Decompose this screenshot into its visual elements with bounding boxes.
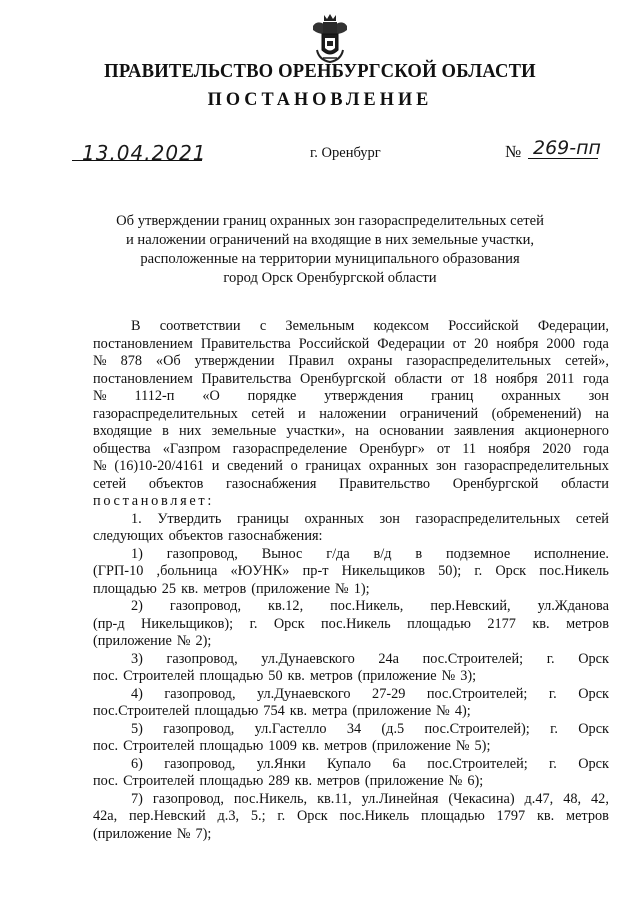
body-word: Федерации [377,335,445,352]
body-word: 18 [472,370,487,387]
body-word: охранных [501,388,561,404]
body-word: Правительства [200,335,291,352]
body-word: площадью [199,668,264,684]
body-line [93,721,609,739]
body-word: общества [93,440,151,457]
body-word: пер.Невский, [430,598,511,614]
body-word: 2011 [546,370,575,387]
body-word: (обременений) [491,405,582,422]
body-line [93,563,609,581]
body-word: газораспределительных [406,353,552,369]
body-word: (приложение [357,668,437,684]
body-word: пос.Строителей; [427,755,528,772]
body-word: 7); [195,825,212,842]
body-word: 42а, [93,808,118,824]
body-word: пос.Никель [321,615,391,632]
body-line [93,686,609,704]
body-word: на [595,405,609,422]
body-word: д.3, [217,808,240,824]
body-word: подземное [445,545,511,562]
body-line [93,546,609,564]
body-word: (пр-д [93,615,125,632]
body-word: № [93,458,107,474]
body-word: газораспределительных [464,458,609,474]
body-word: Купало [327,755,372,772]
body-word: ноября [488,440,531,457]
body-word: пос.Никель [539,563,609,579]
body-word: соответствии [159,318,241,334]
body-word: в [415,545,423,562]
body-word: Орск [578,685,609,702]
body-word: пос.Строителей [93,703,190,719]
body-word: пос.Никель, [330,598,404,614]
body-word: 878 [120,353,143,369]
body-word: Орск [578,755,609,772]
body-word: в/д [373,545,392,562]
body-word: 7) [131,790,143,807]
body-word: Правительство [339,475,431,492]
body-word: 27-29 [372,685,406,702]
document-kind: ПОСТАНОВЛЕНИЕ [207,89,433,110]
body-word: кодексом [373,318,429,334]
body-word: Оренбург» [359,440,425,457]
subject-line: город Орск Оренбургской области [223,270,437,286]
body-word: 289 [268,773,290,789]
body-word: метров [309,668,353,684]
body-word: 42, [591,790,609,807]
body-word: 34 [346,720,362,737]
body-word: Вынос [261,545,303,562]
body-word: 1. [131,510,142,527]
body-word: пос.Никель, [233,790,308,807]
body-word: кв. [294,773,313,789]
body-word: границы [236,510,289,527]
body-line [93,528,609,546]
body-word: г. [546,650,555,667]
body-word: земельные [211,423,277,439]
body-line [93,651,609,669]
body-word: объектов [168,528,224,544]
body-word: 754 [263,703,285,719]
body-word: Никельщиков); [141,615,234,632]
body-word: г. [550,720,558,737]
body-word: метра [312,703,348,719]
body-word: метров [203,580,247,597]
body-word: газопровод, [163,720,235,737]
body-word: (приложение [93,633,172,649]
body-word: газопровод, [164,755,236,772]
body-word: Оренбургской [452,475,539,492]
body-word: Строителей [123,773,195,789]
body-word: сетей [93,475,127,492]
body-word: области [394,370,443,387]
document-subject [100,212,560,288]
body-word: следующих [93,528,164,544]
body-word: Строителей [123,668,195,684]
subject-line: Об утверждении границ охранных зон газораспределительных сетей [116,213,544,229]
body-word: (д.5 [381,720,405,737]
body-word: ул.Гастелло [254,720,327,737]
body-word: 2) [131,598,143,614]
body-word: Российской [298,335,370,352]
body-word: кв. [289,703,308,719]
body-word: 24а [378,650,400,667]
body-word: ноября [495,370,538,387]
body-word: акционерного [524,423,609,439]
body-word: пос.Никель [339,808,410,824]
body-word: 20 [474,335,489,352]
body-word: «Газпром [162,440,221,457]
body-word: ул.Янки [256,755,306,772]
body-word: охранных [368,458,429,474]
body-word: исполнение. [534,545,609,562]
body-word: Правил [288,353,334,369]
body-word: газопровод, [166,545,238,562]
body-word: участки», [286,423,345,439]
body-word: ограничений [399,405,479,422]
body-word: газораспределительных [93,405,238,422]
body-word: г. [474,563,483,579]
body-word: от [436,440,451,457]
body-line [93,406,609,424]
body-line [93,826,609,844]
body-word: в [162,423,169,439]
body-word: постановляет: [93,493,215,509]
body-word: г. [548,685,557,702]
body-line [93,353,609,371]
body-word: площадью [407,615,471,632]
body-word: Федерации, [537,318,609,334]
body-word: метров [324,738,368,754]
body-word: (приложение [372,738,451,754]
body-word: (ГРП-10 [93,563,144,579]
body-word: Орск [578,720,609,737]
body-word: пос.Строителей; [422,650,524,667]
body-line [93,388,609,406]
body-word: кв. [181,580,199,597]
body-word: сетей», [565,353,609,369]
body-word: зон [436,458,457,474]
body-word: Российской [448,318,519,334]
body-word: г/да [326,545,350,562]
body-word: 3); [460,668,477,684]
body-word: 2); [195,633,212,649]
number-label: № [505,142,522,161]
body-word: 5) [131,720,143,737]
date-underline [72,160,202,161]
body-line [93,336,609,354]
body-word: о [290,458,298,474]
body-word: утверждения [324,388,404,404]
body-word: 11 [462,440,477,457]
body-word: и [298,405,306,422]
body-word: года [583,370,609,387]
body-word: 6) [131,755,143,772]
body-word: охраны [347,353,393,369]
body-word: «ЮУНК» [230,563,290,579]
body-word: кв.12, [268,598,304,614]
body-word: № [93,388,107,404]
body-word: площадью [199,773,264,789]
body-word: 2000 [546,335,576,352]
body-word: Орск [495,563,527,579]
body-word: г. [277,808,286,824]
document-number: 269-пп [533,137,601,159]
body-line [93,493,609,511]
body-word: ул.Дунаевского [261,650,355,667]
body-word: Орск [578,650,609,667]
number-underline [528,158,598,159]
body-word: газопровод, [166,650,238,667]
body-word: «О [202,388,220,404]
body-word: газораспределительных [415,510,561,527]
body-word: Правительства [201,370,292,387]
body-word: 1112-п [134,388,175,404]
body-word: кв. [287,668,305,684]
body-word: пос. [93,668,119,684]
body-word: года [583,440,609,457]
body-word: газопровод, [152,790,224,807]
body-word: газопровод, [164,685,236,702]
body-word: газораспределение [232,440,348,457]
document-body [93,318,609,843]
body-word: 1009 [268,738,297,754]
body-word: кв. [532,615,550,632]
body-word: Орск [296,808,328,824]
body-word: газоснабжения: [228,528,323,544]
body-word: наложении [319,405,387,422]
body-word: № [455,738,470,754]
body-word: области [561,475,609,492]
body-word: пос.Строителей); [424,720,530,737]
body-line [93,476,609,494]
body-line [93,511,609,529]
body-word: № [441,668,456,684]
body-word: 50 [268,668,283,684]
organization-title: ПРАВИТЕЛЬСТВО ОРЕНБУРГСКОЙ ОБЛАСТИ [104,60,536,82]
body-word: В [131,318,141,334]
body-word: Строителей [123,738,195,754]
body-word: объектов [148,475,204,492]
body-word: г. [249,615,258,632]
body-word: пер.Невский [129,808,206,824]
body-line [93,598,609,616]
body-word: зон [588,388,609,404]
body-word: 2020 [542,440,571,457]
body-word: Земельным [285,318,355,334]
body-word: пос. [93,773,119,789]
body-word: пр-т [302,563,329,579]
body-line [93,581,609,599]
body-word: № [448,773,463,789]
body-line [93,808,609,826]
body-word: сведений [227,458,283,474]
body-word: кв. [301,738,320,754]
body-word: № [176,825,191,842]
body-word: (приложение [251,580,331,597]
body-word: 6а [392,755,406,772]
body-word: зон [379,510,400,527]
body-word: 6); [467,773,484,789]
body-line [93,756,609,774]
body-word: (16)10-20/4161 [114,458,205,474]
body-word: ул.Линейная [361,790,439,807]
document-city: г. Оренбург [310,145,381,161]
body-line [93,738,609,756]
body-word: (приложение [364,773,444,789]
body-word: № [93,353,107,369]
body-word: Оренбургской [300,370,386,387]
body-line [93,668,609,686]
body-word: (приложение [352,703,432,719]
body-word: постановлением [93,370,193,387]
body-word: пос.Строителей; [426,685,528,702]
body-word: Орск [273,615,305,632]
body-word: 1); [353,580,370,597]
body-word: основании [379,423,444,439]
body-word: (приложение [93,825,172,842]
body-word: сетей [251,405,285,422]
body-word: площадью [199,738,264,754]
document-date: 13.04.2021 [82,141,207,165]
body-word: 1) [131,545,143,562]
body-word: 4) [131,685,143,702]
body-word: 25 [161,580,177,597]
body-word: них [179,423,202,439]
body-word: кв. [536,808,555,824]
body-word: кв.11, [317,790,352,807]
body-word: порядке [247,388,297,404]
body-word: границах [305,458,362,474]
body-line [93,423,609,441]
body-word: метров [566,808,609,824]
body-word: 3) [131,650,143,667]
body-word: Никельщиков [341,563,425,579]
body-word: г. [549,755,557,772]
body-word: 2177 [487,615,516,632]
body-word: «Об [155,353,181,369]
body-line [93,633,609,651]
body-line [93,371,609,389]
body-word: 5); [474,738,491,754]
body-line [93,318,609,336]
body-word: постановлением [93,335,193,352]
body-word: площадью [93,580,157,597]
body-word: ноября [496,335,539,352]
coat-of-arms-icon [311,12,349,64]
body-word: метров [317,773,360,789]
subject-line: расположенные на территории муниципального образования [140,251,520,267]
body-word: д.47, [524,790,554,807]
body-word: границ [431,388,474,404]
body-word: ,больница [156,563,218,579]
body-line [93,791,609,809]
subject-line: и наложении ограничений на входящие в них земельные участки, [125,232,535,248]
body-word: входящие [93,423,152,439]
body-word: заявления [453,423,515,439]
body-word: пос. [93,738,119,754]
body-word: с [259,318,267,334]
body-word: Утвердить [157,510,222,527]
body-line [93,458,609,476]
body-word: метров [566,615,609,632]
body-word: № [335,580,349,597]
body-line [93,616,609,634]
body-word: утверждении [194,353,275,369]
body-word: на [355,423,370,439]
body-word: площадью [420,808,485,824]
body-word: и [211,458,220,474]
body-word: ул.Дунаевского [257,685,351,702]
body-word: 4); [454,703,471,719]
body-word: 50); [438,563,462,579]
body-word: 5.; [250,808,266,824]
body-line [93,441,609,459]
body-word: № [436,703,450,719]
body-word: сетей [575,510,609,527]
body-word: года [583,335,609,352]
body-word: газопровод, [169,598,242,614]
body-word: ул.Жданова [537,598,609,614]
body-word: (Чекасина) [448,790,515,807]
body-word: 48, [563,790,582,807]
body-word: № [176,633,191,649]
body-word: площадью [194,703,259,719]
body-word: от [452,335,467,352]
body-word: 1797 [496,808,526,824]
body-line [93,773,609,791]
body-word: охранных [304,510,364,527]
body-word: от [450,370,465,387]
body-line [93,703,609,721]
body-word: газоснабжения [226,475,317,492]
